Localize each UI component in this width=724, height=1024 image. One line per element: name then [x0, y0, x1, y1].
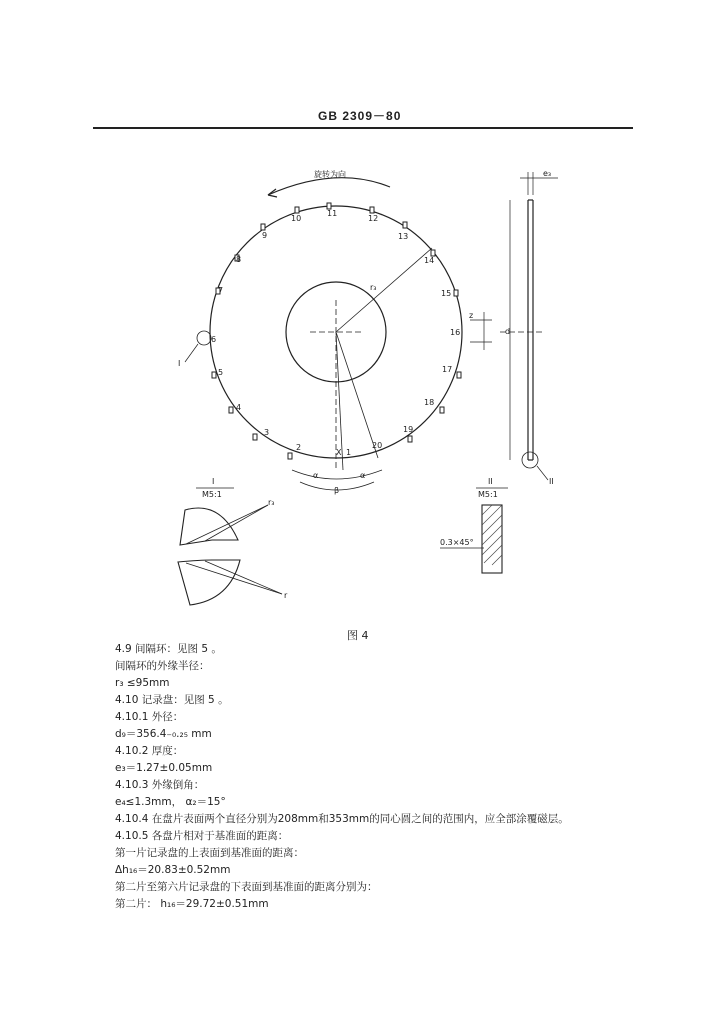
rotation-arrow: [268, 178, 390, 195]
text-line: 第一片记录盘的上表面到基准面的距离：: [115, 847, 304, 859]
label-r3: r₃: [370, 283, 377, 292]
text-line: 4.10 记录盘：见图 5 。: [115, 694, 229, 706]
label-z: z: [469, 311, 474, 320]
tick-8: 8: [236, 255, 242, 264]
tick-3: 3: [264, 428, 270, 437]
tick-4: 4: [236, 403, 242, 412]
label-I: I: [178, 359, 181, 368]
text-line: 4.10.2 厚度：: [115, 745, 184, 757]
tick-12: 12: [368, 214, 379, 223]
body-text: [115, 641, 675, 913]
tick-10: 10: [291, 214, 302, 223]
tick-14: 14: [424, 256, 435, 265]
tick-18: 18: [424, 398, 435, 407]
label-e3: e₃: [543, 169, 552, 178]
text-line: 第二片： h₁₆＝29.72±0.51mm: [115, 898, 269, 910]
tick-9: 9: [262, 231, 268, 240]
text-line: 第二片至第六片记录盘的下表面到基准面的距离分别为：: [115, 881, 378, 893]
tick-17: 17: [442, 365, 453, 374]
detail1-label-r: r: [284, 591, 288, 600]
label-II: II: [549, 477, 554, 486]
tick-11: 11: [327, 209, 338, 218]
text-line: d₉＝356.4₋₀.₂₅ mm: [115, 728, 212, 740]
tick-1: 1: [346, 448, 352, 457]
tick-5: 5: [218, 368, 224, 377]
label-beta: β: [334, 486, 340, 495]
tick-7: 7: [218, 286, 224, 295]
label-X: X: [336, 448, 342, 457]
text-line: e₃＝1.27±0.05mm: [115, 762, 213, 774]
text-line: 4.9 间隔环：见图 5 。: [115, 643, 222, 655]
detail1-scale: M5:1: [202, 490, 222, 499]
label-d: d: [505, 327, 511, 336]
detail1-label-r3: r₃: [268, 498, 275, 507]
tick-16: 16: [450, 328, 461, 337]
tick-19: 19: [403, 425, 414, 434]
document-header-code: GB 2309－80: [318, 109, 402, 123]
tick-13: 13: [398, 232, 409, 241]
tick-6: 6: [211, 335, 217, 344]
detail2-scale: M5:1: [478, 490, 498, 499]
text-line: 4.10.5 各盘片相对于基准面的距离：: [115, 830, 289, 842]
text-line: r₃ ≤95mm: [115, 677, 170, 689]
tick-2: 2: [296, 443, 302, 452]
text-line: 间隔环的外缘半径：: [115, 660, 210, 672]
text-line: Δh₁₆＝20.83±0.52mm: [115, 864, 231, 876]
text-line: e₄≤1.3mm， α₂＝15°: [115, 796, 226, 808]
rotation-label: 旋转为向: [314, 170, 346, 179]
figure-caption: 图 4: [347, 629, 369, 642]
detail2-title: II: [488, 477, 493, 486]
detail1-title: I: [212, 477, 215, 486]
text-line: 4.10.3 外缘倒角：: [115, 779, 205, 791]
label-alpha-right: α: [360, 471, 366, 480]
chamfer-label: 0.3×45°: [440, 538, 474, 547]
text-line: 4.10.4 在盘片表面两个直径分别为208mm和353mm的同心圆之间的范围内，应全部涂覆磁层。: [115, 813, 569, 825]
tick-20: 20: [372, 441, 383, 450]
label-alpha-left: α: [313, 471, 319, 480]
text-line: 4.10.1 外径：: [115, 711, 184, 723]
tick-15: 15: [441, 289, 452, 298]
